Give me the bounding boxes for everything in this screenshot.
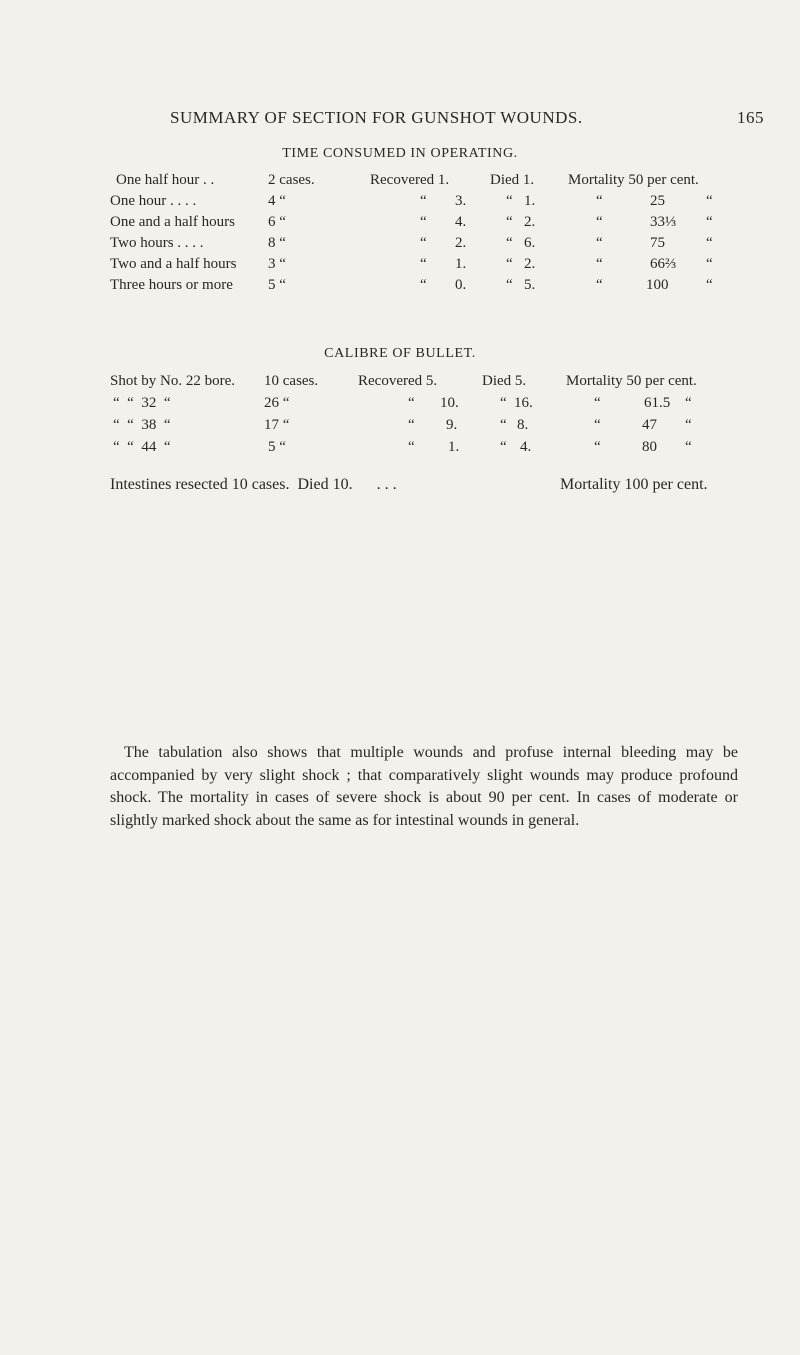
row-label: One hour . . . . bbox=[110, 193, 197, 209]
row-mortality: Mortality 50 per cent. bbox=[568, 172, 699, 188]
row-cases: 10 cases. bbox=[264, 373, 319, 389]
running-header bbox=[170, 108, 770, 128]
row-cases: 8 “ bbox=[268, 235, 286, 251]
row-label: One and a half hours bbox=[110, 214, 235, 230]
row-recovered-ditto: “ bbox=[420, 193, 427, 209]
row-died-ditto: “ bbox=[506, 193, 513, 209]
time-row-2 bbox=[0, 193, 800, 213]
row-label: Shot by No. 22 bore. bbox=[110, 373, 235, 389]
calibre-table-title: CALIBRE OF BULLET. bbox=[324, 346, 476, 361]
row-mortality: 66⅔ bbox=[650, 256, 677, 272]
row-label: Two hours . . . . bbox=[110, 235, 204, 251]
row-recovered: Recovered 1. bbox=[370, 172, 450, 188]
row-mortality-ditto: “ bbox=[596, 277, 603, 293]
row-died-ditto: “ bbox=[506, 214, 513, 230]
row-died: 2. bbox=[524, 256, 536, 272]
row-recovered: 2. bbox=[455, 235, 467, 251]
row-died-ditto: “ bbox=[506, 235, 513, 251]
row-died-ditto: “ bbox=[500, 439, 507, 455]
row-mortality: 75 bbox=[650, 235, 665, 251]
row-mortality-ditto-2: “ bbox=[706, 256, 713, 272]
row-mortality-ditto-2: “ bbox=[706, 193, 713, 209]
time-table-title: TIME CONSUMED IN OPERATING. bbox=[282, 146, 518, 161]
row-recovered-ditto: “ bbox=[420, 235, 427, 251]
row-cases: 5 “ bbox=[268, 439, 286, 455]
row-recovered-ditto: “ bbox=[408, 439, 415, 455]
row-died: 5. bbox=[524, 277, 536, 293]
time-row-5 bbox=[0, 256, 800, 276]
time-row-6 bbox=[0, 277, 800, 297]
time-row-4 bbox=[0, 235, 800, 255]
time-row-3 bbox=[0, 214, 800, 234]
row-mortality-ditto-2: “ bbox=[706, 277, 713, 293]
row-mortality-ditto: “ bbox=[596, 193, 603, 209]
row-mortality-ditto-2: “ bbox=[685, 417, 692, 433]
row-mortality-ditto-2: “ bbox=[685, 439, 692, 455]
calibre-row-2 bbox=[0, 395, 800, 415]
row-recovered: 0. bbox=[455, 277, 467, 293]
row-mortality-ditto: “ bbox=[596, 214, 603, 230]
row-mortality-ditto: “ bbox=[594, 417, 601, 433]
row-recovered: 3. bbox=[455, 193, 467, 209]
row-mortality-ditto: “ bbox=[594, 395, 601, 411]
row-died: 8. bbox=[517, 417, 529, 433]
row-died-ditto: “ bbox=[506, 256, 513, 272]
summary-paragraph bbox=[110, 742, 738, 832]
row-died-ditto: “ bbox=[500, 417, 507, 433]
intestines-line bbox=[0, 476, 800, 498]
paragraph-text: The tabulation also shows that multiple wounds and profuse internal bleeding may be accompanied by very slight shock ; that comparatively slight wounds may produce profound shock. The mortality in cases of severe shock is about 90 per cent. In cases of moderate or slightly marked shock about the same as for intestinal wounds in general. bbox=[110, 744, 738, 829]
row-cases: 3 “ bbox=[268, 256, 286, 272]
row-mortality: 100 bbox=[646, 277, 669, 293]
row-label: One half hour . . bbox=[116, 172, 215, 188]
row-mortality-ditto: “ bbox=[596, 235, 603, 251]
row-died-ditto: “ bbox=[506, 277, 513, 293]
row-mortality-ditto: “ bbox=[594, 439, 601, 455]
calibre-row-3 bbox=[0, 417, 800, 437]
row-died: Died 5. bbox=[482, 373, 527, 389]
row-died: 1. bbox=[524, 193, 536, 209]
intestines-mortality: Mortality 100 per cent. bbox=[560, 476, 708, 493]
intestines-text: Intestines resected 10 cases. Died 10. . . . bbox=[110, 476, 397, 493]
row-recovered-ditto: “ bbox=[408, 395, 415, 411]
row-mortality-ditto-2: “ bbox=[685, 395, 692, 411]
row-mortality: 25 bbox=[650, 193, 665, 209]
row-mortality: 33⅓ bbox=[650, 214, 677, 230]
row-recovered-ditto: “ bbox=[420, 277, 427, 293]
row-died: 6. bbox=[524, 235, 536, 251]
row-mortality: 61.5 bbox=[644, 395, 671, 411]
row-cases: 4 “ bbox=[268, 193, 286, 209]
row-mortality-ditto: “ bbox=[596, 256, 603, 272]
row-recovered-ditto: “ bbox=[420, 256, 427, 272]
row-cases: 17 “ bbox=[264, 417, 290, 433]
calibre-row-4 bbox=[0, 439, 800, 459]
row-recovered-ditto: “ bbox=[420, 214, 427, 230]
row-died: 2. bbox=[524, 214, 536, 230]
row-recovered: 9. bbox=[446, 417, 458, 433]
row-died: 4. bbox=[520, 439, 532, 455]
row-label: Two and a half hours bbox=[110, 256, 237, 272]
row-recovered: 1. bbox=[448, 439, 460, 455]
row-label: Three hours or more bbox=[110, 277, 233, 293]
row-recovered: 10. bbox=[440, 395, 459, 411]
row-died: 16. bbox=[514, 395, 533, 411]
running-title: SUMMARY OF SECTION FOR GUNSHOT WOUNDS. bbox=[170, 108, 583, 127]
row-label: “ “ 32 “ bbox=[113, 395, 171, 411]
row-cases: 6 “ bbox=[268, 214, 286, 230]
row-label: “ “ 44 “ bbox=[113, 439, 171, 455]
row-died-ditto: “ bbox=[500, 395, 507, 411]
time-row-1 bbox=[0, 172, 800, 192]
row-recovered: 1. bbox=[455, 256, 467, 272]
calibre-row-1 bbox=[0, 373, 800, 393]
page-number: 165 bbox=[737, 108, 764, 127]
row-mortality: 47 bbox=[642, 417, 657, 433]
row-died: Died 1. bbox=[490, 172, 535, 188]
row-recovered-ditto: “ bbox=[408, 417, 415, 433]
row-cases: 26 “ bbox=[264, 395, 290, 411]
row-mortality-ditto-2: “ bbox=[706, 214, 713, 230]
row-mortality-ditto-2: “ bbox=[706, 235, 713, 251]
row-mortality: Mortality 50 per cent. bbox=[566, 373, 697, 389]
row-cases: 2 cases. bbox=[268, 172, 315, 188]
row-label: “ “ 38 “ bbox=[113, 417, 171, 433]
row-recovered: Recovered 5. bbox=[358, 373, 438, 389]
row-mortality: 80 bbox=[642, 439, 657, 455]
row-cases: 5 “ bbox=[268, 277, 286, 293]
row-recovered: 4. bbox=[455, 214, 467, 230]
